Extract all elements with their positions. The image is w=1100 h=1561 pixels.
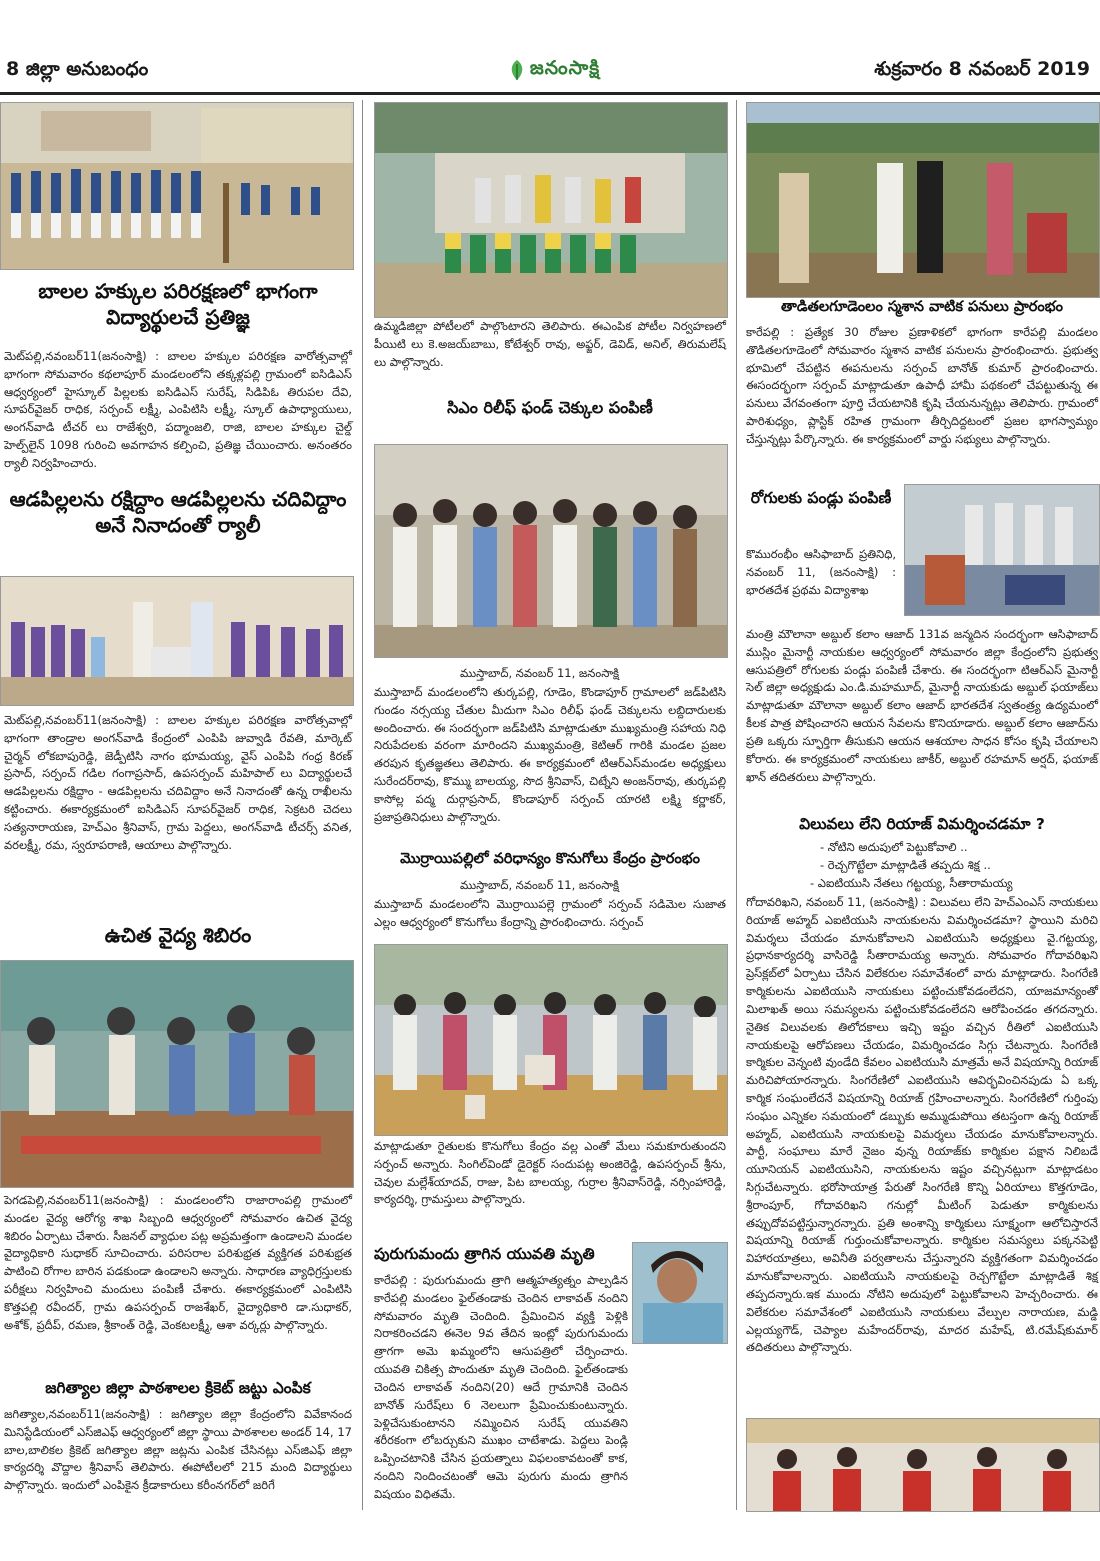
photo-anganwadi-rakhi bbox=[0, 576, 354, 706]
headline-riyaz-criticism: విలువలు లేని రియాజ్ విమర్శించడమా ? bbox=[799, 815, 1045, 833]
hospital-fruits-image bbox=[905, 485, 1099, 615]
kicker-line-2: - రెచ్చగొట్టేలా మాట్లాడితే తప్పదు శిక్ష .. bbox=[820, 858, 991, 872]
photo-medical-camp bbox=[0, 960, 354, 1188]
photo-cm-relief-cheques bbox=[374, 444, 728, 658]
article-cricket-team-continued: ఉమ్మడిజిల్లా పోటీలలో పాల్గొంటారని తెలిపారు. ఈఎంపిక పోటీల నిర్వహణలో పీయిటి లు కె.అజయ్‌బాబు, కోటేశ్వర్ రావు, అఫ్జర్, డెవిడ్, అనిల్, తిరుమలేష్ లు పాల్గొన్నారు. bbox=[374, 319, 726, 369]
article-young-woman-death bbox=[374, 1272, 628, 1501]
headline-cricket-team-selection: జగిత్యాల జిల్లా పాఠశాలల క్రికెట్ జట్టు ఎంపిక bbox=[45, 1379, 311, 1397]
article-fruits-distribution: మంత్రి మౌలానా అబ్దుల్ కలాం ఆజాద్ 131వ జన్మదిన సందర్భంగా ఆసిఫాబాద్ ముస్లిం మైనార్టీ నాయకుల ఆధ్వర్యంలో సోమవారం జిల్లా కేంద్రంలోని ప్రభుత్వ ఆసుపత్రిలో రోగులకు పండ్లు పంపిణీ చేశారు. ఈ సందర్భంగా టిఆర్ఎస్ మైనార్టీ సెల్ జిల్లా అధ్యక్షుడు ఎం.డి.మహమూద్, మైనార్టీ నాయకుడు అబ్దుల్ ఫయాజ్‌లు మాట్లాడుతూ మౌలానా అబ్దుల్ కలాం ఆజాద్ భారతదేశ స్వతంత్ర్య ఉద్యమంలో కీలక పాత్ర పోషించారని ఆయన సేవలను కొనియాడారు. అబ్దుల్ కలాం ఆజాద్‌ను ప్రతి ఒక్కరు స్ఫూర్తిగా తీసుకుని ఆయన ఆశయాల సాధన కోసం కృషి చేయాలని కోరారు. ఈ కార్యక్రమంలో నాయకులు జాకీర్, అబ్దుల్ రహమాన్ అర్షద్, ఫయాజ్ ఖాన్ తదితరులు పాల్గొన్నారు. bbox=[746, 627, 1098, 784]
headline-free-medical-camp: ఉచిత వైద్య శిబిరం bbox=[104, 923, 252, 947]
school-pledge-image bbox=[1, 103, 353, 269]
article-paddy-procurement-continued: మాట్లాడుతూ రైతులకు కొనుగోలు కేంద్రం వల్ల ఎంతో మేలు సమకూరుతుందని సర్పంచ్ అన్నారు. సింగిల్‌విండో డైరెక్టర్ సందుపట్ల అంజిరెడ్డి, ఉపసర్పంచ్ శ్రీను, చెవుల మల్లేశ్‌యాదవ్, రాజు, పిట బాలయ్య, గుర్రాల శ్రీనివాస్‌రెడ్డి, నర్సింహారెడ్డి, కార్యదర్శి, గ్రామస్తులు పాల్గొన్నారు. bbox=[374, 1139, 726, 1207]
article-cricket-team-selection: జగిత్యాల,నవంబర్11(జనంసాక్షి) : జగిత్యాల జిల్లా కేంద్రంలోని వివేకానంద మినిస్టేడియంలో ఎస్‌జిఎఫ్ ఆధ్వర్యంలో జిల్లా స్థాయి పాఠశాలల అండర్ 14, 17 బాల,బాలికల క్రికెట్ జగిత్యాల జిల్లా జట్లను ఎంపిక చేసినట్లు ఎస్‌జిఎఫ్ జిల్లా కార్యదర్శి వొద్దాల శ్రీనివాస్ తెలిపారు. ఈపోటీలలో 215 మంది విద్యార్థులు పాల్గొన్నారు. ఇందులో ఎంపికైన క్రీడాకారులు కరీంనగర్‌లో జరిగే bbox=[4, 1407, 352, 1493]
page-section-label: 8 జిల్లా అనుబంధం bbox=[6, 58, 149, 80]
headline-graveyard-works: తాడితలగూడెంలం స్మశాన వాటిక పనులు ప్రారంభం bbox=[781, 299, 1063, 315]
photo-cricket-team bbox=[374, 102, 728, 318]
headline-child-rights-pledge: బాలల హక్కుల పరిరక్షణలో భాగంగా విద్యార్థులచే ప్రతిజ్ఞ bbox=[38, 279, 318, 329]
dateline-paddy-procurement: ముస్తాబాద్, నవంబర్ 11, జనంసాక్షి bbox=[460, 878, 620, 892]
medical-camp-image bbox=[1, 961, 353, 1187]
kicker-line-1: - నోటిని అదుపులో పెట్టుకోవాలి .. bbox=[820, 840, 968, 854]
column-divider bbox=[736, 100, 737, 1510]
article-young-woman-death-text: కారేపల్లి : పురుగుమందు త్రాగి ఆత్మహత్యత్నం పాల్పడిన కారేపల్లి మండలం ఫైల్‌తండాకు చెందిన లాకావత్ నందిని సోమవారం మృతి చెందింది. ప్రేమించిన వ్యక్తి పెళ్లికి నిరాకరించడని ఈనెల 9వ తేదిన ఇంట్లో పురుగుమందు త్రాగగా అమె ఖమ్మంలోని ఆసుపత్రిలో చేర్పించారు. యువతి చికిత్స పొందుతూ మృతి చెందింది. ఫైల్‌తండాకు చెందిన లాకావత్ నందిని(20) ఆదే గ్రామానికి చెందిన బానోత్ సురేష్‌లు 6 నెలలుగా ప్రేమించుకుంటున్నారు. పెళ్లిచేసుకుంటానని నమ్మించిన సురేష్ యువతిని శరీరకంగా లోబర్చుకుని ముఖం చాటేశాడు. పెద్దలు పెండ్లి ఒప్పించటానికి చేసిన ప్రయత్నాలు విఫలంకావటంతో కాక, నందిని నిందించటంతో ఆమె పురుగు మందు త్రాగిన విషయం విధితమే. bbox=[374, 1273, 628, 1501]
photo-aituc-press-meet bbox=[746, 1418, 1100, 1512]
photo-young-woman bbox=[632, 1242, 728, 1344]
anganwadi-rakhi-image bbox=[1, 577, 353, 705]
photo-hospital-fruits bbox=[904, 484, 1100, 616]
headline-cm-relief-fund: సిఎం రిలీఫ్ ఫండ్ చెక్కుల పంపిణీ bbox=[447, 398, 653, 417]
kicker-line-3: - ఎఐటియుసి నేతలు గట్టయ్య, సీతారామయ్య bbox=[810, 876, 1013, 890]
paddy-procurement-image bbox=[375, 945, 727, 1135]
page-date: శుక్రవారం 8 నవంబర్ 2019 bbox=[874, 58, 1090, 80]
headline-girl-child-rally: ఆడపిల్లలను రక్షిద్దాం ఆడపిల్లలను చదివిద్దాం అనే నినాదంతో ర్యాలీ bbox=[9, 487, 347, 537]
article-graveyard-works: కారేపల్లి : ప్రత్యేక 30 రోజుల ప్రణాళికలో భాగంగా కారేపల్లి మండలం తొడితలగూడెంలో సోమవారం స్మశాన వాటిక పనులను ప్రారంభించారు. ప్రభుత్వ భూమిలో చేపట్టిన ఈపనులను సర్పంచ్ బానోత్ కుమార్ ప్రారంభించారు. ఈసందర్భంగా సర్పంచ్ మాట్లాడుతూ ఉపాధీ హామీ పథకంలో చేపట్టుతున్న ఈ పనులు వేగవంతంగా పూర్తి చేయటానికి కృషి చేయనున్నట్లు తెలిపారు. గ్రామంలో పారిశుధ్యం, ప్లాస్టిక్ రహిత గ్రామంగా తీర్చిదిద్దటంలో ప్రజల భాగస్వామ్యం చేస్తున్నట్లు పేర్కొన్నారు. ఈ కార్యక్రమంలో వార్డు సభ్యులు పాల్గొన్నారు. bbox=[746, 325, 1098, 446]
headline-fruits-distribution: రోగులకు పండ్లు పంపిణీ bbox=[750, 489, 892, 507]
photo-paddy-procurement bbox=[374, 944, 728, 1136]
article-paddy-procurement: ముస్తాబాద్ మండలంలోని మొర్రాయిపల్లె గ్రామంలో సర్పంచ్ సడిమెల సుజాత ఎల్లం ఆధ్వర్యంలో కొనుగోలు కేంద్రాన్ని ప్రారంభించారు. సర్పంచ్ bbox=[374, 897, 726, 929]
page-header bbox=[0, 52, 1100, 95]
column-divider bbox=[362, 100, 363, 1510]
leaf-icon bbox=[508, 59, 526, 81]
headline-paddy-procurement: మొర్రాయిపల్లిలో వరిధాన్యం కొనుగోలు కేంద్రం ప్రారంభం bbox=[400, 851, 700, 867]
aituc-press-meet-image bbox=[747, 1419, 1099, 1511]
dateline-cm-relief-fund: ముస్తాబాద్, నవంబర్ 11, జనంసాక్షి bbox=[460, 666, 620, 680]
cm-relief-cheques-image bbox=[375, 445, 727, 657]
headline-young-woman-death: పురుగుమందు త్రాగిన యువతి మృతి bbox=[374, 1245, 595, 1263]
graveyard-works-image bbox=[747, 103, 1099, 297]
photo-school-pledge bbox=[0, 102, 354, 270]
young-woman-image bbox=[633, 1243, 727, 1343]
article-cm-relief-fund: ముస్తాబాద్ మండలంలోని తుర్కపల్లి, గూడెం, కొండాపూర్ గ్రామాలలో జడ్‌పిటిసి గుండం నర్సయ్య చేతుల మీదుగా సిఎం రిలీఫ్ ఫండ్ చెక్కులను లబ్దిదారులకు అందించారు. ఈ సందర్భంగా జడ్‌పిటిసి మాట్లాడుతూ ముఖ్యమంత్రి సహాయ నిధి నిరుపేదలకు వరంగా మారిందని ముఖ్యమంత్రి, కెటిఆర్ గారికి మండల ప్రజల తరపున కృతజ్ఞతలు తెలిపారు. ఈ కార్యక్రమంలో టిఆర్ఎస్‌మండల అధ్యక్షులు సురేందర్‌రావు, కొమ్ము బాలయ్య, సొద శ్రీనివాస్, చిట్నేని అంజన్‌రావు, తుర్కపల్లి కాసోల్ల పద్మ దుర్గాప్రసాద్, కొండాపూర్ సర్పంచ్ యారటి లక్ష్మి కర్ణాకర్, ప్రజాప్రతినిధులు పాల్గొన్నారు. bbox=[374, 685, 726, 824]
masthead-logo bbox=[480, 54, 628, 86]
article-free-medical-camp: పెగడపెల్లి,నవంబర్11(జనంసాక్షి) : మండలంలోని రాజారాంపల్లి గ్రామంలో మండల వైద్య ఆరోగ్య శాఖ సిబ్బంది ఆధ్వర్యంలో సోమవారం ఉచిత వైద్య శిబిరం ఏర్పాటు చేశారు. సీజనల్ వ్యాధుల పట్ల అప్రమత్తంగా ఉండాలని మండల వైద్యాధికారి సుధాకర్ సూచించారు. పరిసరాల పరిశుభ్రత వ్యక్తిగత పరిశుభ్రత పాటించి రోగాల బారిన పడకుండా ఉండాలని అన్నారు. సాధారణ వ్యాధిగ్రస్తులకు పరీక్షలు నిర్వహించి మందులు పంపిణీ చేశారు. ఈకార్యక్రమంలో ఎంపిటిసి కొత్తపల్లి రవీందర్, గ్రామ ఉపసర్పంచ్ రాజశేఖర్, వైద్యాధికారి డా.సుధాకర్, అశోక్, ప్రదీప్, రమణ, శ్రీకాంత్ రెడ్డి, వెంకటలక్ష్మీ, ఆశా వర్కర్లు పాల్గొన్నారు. bbox=[4, 1193, 352, 1332]
article-girl-child-rally: మెట్‌పల్లి,నవంబర్11(జనంసాక్షి) : బాలల హక్కుల పరిరక్షణ వారోత్సవాల్లో భాగంగా తాండ్రాల అంగన్‌వాడి కేంద్రంలో ఎంపిపి జువ్వాడి రేవతి, మార్కెట్ చైర్మన్ లోకబాపురెడ్డి, జెడ్పీటిసి నాగం భూమయ్య, వైస్ ఎంపిపి గంధ్ర కిరణ్ ప్రసాద్, సర్పంచ్ గడిల గంగాప్రసాద్, ఉపసర్పంచ్ మహిపాల్ లు విద్యార్థులచే ఆడపిల్లలను రక్షిద్దాం - ఆడపిల్లలను చదివిద్దాం అనే నినాదంతో ఉన్న రాఖీలను కట్టించారు. ఈకార్యక్రమంలో ఐసిడిఎస్ సూపర్‌వైజర్ రాధిక, సెక్రటరి చెదలు సత్యనారాయణ, హెచ్‌ఎం శ్రీనివాస్, గ్రామ పెద్దలు, అంగన్‌వాడి టీచర్స్ వనిత, వరలక్ష్మీ, రమ, స్వరూపరాణి, ఆయాలు పాల్గొన్నారు. bbox=[4, 713, 352, 852]
masthead-name: జనంసాక్షి bbox=[529, 56, 601, 79]
article-child-rights-pledge: మెట్‌పల్లి,నవంబర్11(జనంసాక్షి) : బాలల హక్కుల పరిరక్షణ వారోత్సవాల్లో భాగంగా సోమవారం కథలాపూర్ మండలంలోని తక్కళ్లపల్లి గ్రామంలో ఐసిడిఎస్ ఆధ్వర్యంలో హైస్కూల్ పిల్లలకు ఐసిడిఎస్ సురేష్, సిడిపిఓ తిరుపల దేవి, సూపర్‌వైజర్ రాధిక, సర్పంచ్ లక్ష్మీ, ఎంపిటిసి లక్ష్మీ, స్కూల్ ఉపాధ్యాయులు, అంగన్‌వాడి టీచర్ లు రాజేశ్వరి, పద్మాంజలి, రాజి, బాలల హక్కుల చైల్డ్ హెల్ప్‌లైన్ 1098 గురించి అవగాహన కల్పించి, ప్రతిజ్ఞ చేయించారు. అనంతరం ర్యాలీ నిర్వహించారు. bbox=[4, 349, 352, 470]
article-fruits-distribution-lead: కొమురంభీం ఆసిఫాబాద్ ప్రతినిధి, నవంబర్ 11, (జనంసాక్షి) : భారతదేశ ప్రథమ విద్యాశాఖ bbox=[746, 547, 896, 597]
photo-graveyard-works bbox=[746, 102, 1100, 298]
article-riyaz-criticism: గోదావరిఖని, నవంబర్ 11, (జనంసాక్షి) : విలువలు లేని హెచ్ఎంఎస్ నాయకులు రియాజ్ అహ్మద్ ఎఐటియుసి నాయకులను విమర్శించడమా? స్థాయిని మరిచి విమర్శలు చేయడం మానుకోవాలని ఎఐటియుసి అధ్యక్షులు వై.గట్టయ్య, ప్రధానకార్యదర్శి వాసిరెడ్డి సీతారామయ్య అన్నారు. సోమవారం గోదావరిఖని ప్రెస్‌క్లబ్‌లో ఏర్పాటు చేసిన విలేకరుల సమావేశంలో వారు మాట్లాడారు. సింగరేణి కార్మికులను ఎఐటియుసి నాయకులు పట్టించుకోవడంలేదని, యాజమాన్యంతో మిలాఖత్ అయి సమస్యలను పట్టించుకోవడంలేదని ఆరోపించడం తగదన్నారు. నైతిక విలువలకు తిలోదకాలు ఇచ్చి ఇష్టం వచ్చిన రీతిలో ఎఐటియుసి నాయకులపై ఆరోపణలు చేయడం, విమర్శించడం సిగ్గు చేటన్నారు. సింగరేణి కార్మికుల వెన్నంటి వుండేది కేవలం ఎఐటియుసి మాత్రమే అనే విషయాన్ని రియాజ్ మరిచిపోయారన్నారు. సింగరేణిలో ఎఐటియుసి ఆవిర్భవించినపుడు ఏ ఒక్క కార్మిక సంఘంలేదనే విషయాన్ని రియాజ్ గ్రహించాలన్నారు. సింగరేణిలో గుర్తింపు సంఘం ఎన్నికల సమయంలో డబ్బుకు అమ్ముడుపోయి తటస్తంగా ఉన్న రియాజ్ అహ్మద్, ఎఐటియుసి నాయకులపై విమర్శలు చేయడం మానుకోవాలన్నారు. పార్టీ, సంఘాలు మారే నైజం వున్న రియాజ్‌కు కార్మికుల పక్షాన నిలిబడే యూనియన్ ఎఐటియుసిని, నాయకులను ఇష్టం వచ్చినట్లుగా మాట్లాడటం సిగ్గుచేటన్నారు. భరోసాయాత్ర పేరుతో సింగరేణి కొన్ని ఏరియాలు కొత్తగూడెం, శ్రీరాంపూర్, గోదావరిఖని గనుల్లో మీటింగ్ పెడుతూ కార్మికులను తప్పుదోవపట్టిస్తున్నారన్నారు. ప్రతి అంశాన్ని కార్మికులు సూక్ష్మంగా ఆలోచిస్తారనే విషయాన్ని రియాజ్ గుర్తుంచుకోవాలన్నారు. కార్మికుల సమస్యలు పక్కనపెట్టి విహారయాత్రలు, అవినీతి పర్వతాలను చేస్తున్నారని వ్యక్తిగతంగా విమర్శించడం మానుకోవాలన్నారు. ఎఐటియుసి నాయకులపై రెచ్చగొట్టేలా మాట్లాడితే శిక్ష తప్పదన్నారు.ఇక ముందు నోటిని అదుపులో పెట్టుకోవాలని హెచ్చరించారు. ఈ విలేకరుల సమావేశంలో ఎఐటియుసి నాయకులు వేల్పుల నారాయణ, మడ్డి ఎల్లయ్యగౌడ్, చెప్యాల మహేందర్‌రావు, మాదర మహేష్, టి.రమేష్‌కుమార్ తదితరులు పాల్గొన్నారు. bbox=[746, 895, 1098, 1355]
cricket-team-image bbox=[375, 103, 727, 317]
